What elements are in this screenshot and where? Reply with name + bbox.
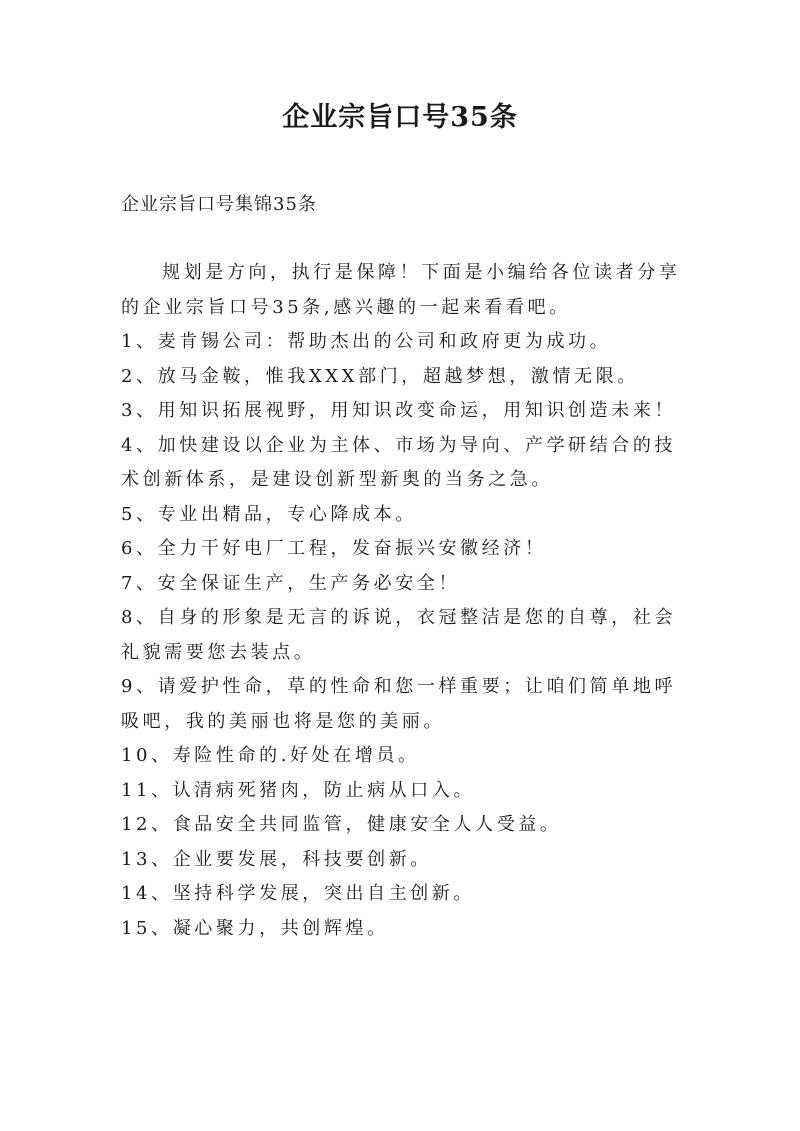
page-title: 企业宗旨口号35条: [282, 102, 518, 133]
list-item: 12、食品安全共同监管，健康安全人人受益。: [121, 814, 562, 835]
list-item: 9、请爱护性命，草的性命和您一样重要；让咱们简单地呼吸吧，我的美丽也将是您的美丽。: [121, 676, 677, 732]
intro-paragraph: 规划是方向，执行是保障！下面是小编给各位读者分享的企业宗旨口号35条,感兴趣的一起来看看吧。: [121, 262, 681, 318]
document-body: [121, 256, 689, 946]
list-item: 6、全力干好电厂工程，发奋振兴安徽经济！: [121, 538, 547, 559]
list-item: 5、专业出精品，专心降成本。: [121, 503, 417, 525]
list-item: 2、放马金鞍，惟我XXX部门，超越梦想，激情无限。: [121, 365, 639, 387]
list-item: 3、用知识拓展视野，用知识改变命运，用知识创造未来！: [121, 400, 677, 421]
list-item: 1、麦肯锡公司：帮助杰出的公司和政府更为成功。: [121, 331, 612, 352]
list-item: 15、凝心聚力，共创辉煌。: [121, 917, 389, 939]
list-item: 11、认清病死猪肉，防止病从口入。: [121, 779, 476, 801]
list-item: 10、寿险性命的.好处在增员。: [121, 745, 420, 766]
list-item: 8、自身的形象是无言的诉说，衣冠整洁是您的自尊，社会礼貌需要您去装点。: [121, 607, 677, 663]
list-item: 4、加快建设以企业为主体、市场为导向、产学研结合的技术创新体系，是建设创新型新奥的当务之急。: [121, 434, 677, 490]
list-item: 13、企业要发展，科技要创新。: [121, 848, 432, 870]
list-item: 7、安全保证生产，生产务必安全！: [121, 572, 461, 594]
list-item: 14、坚持科学发展，突出自主创新。: [121, 883, 476, 904]
document-subtitle: 企业宗旨口号集锦35条: [121, 194, 317, 215]
